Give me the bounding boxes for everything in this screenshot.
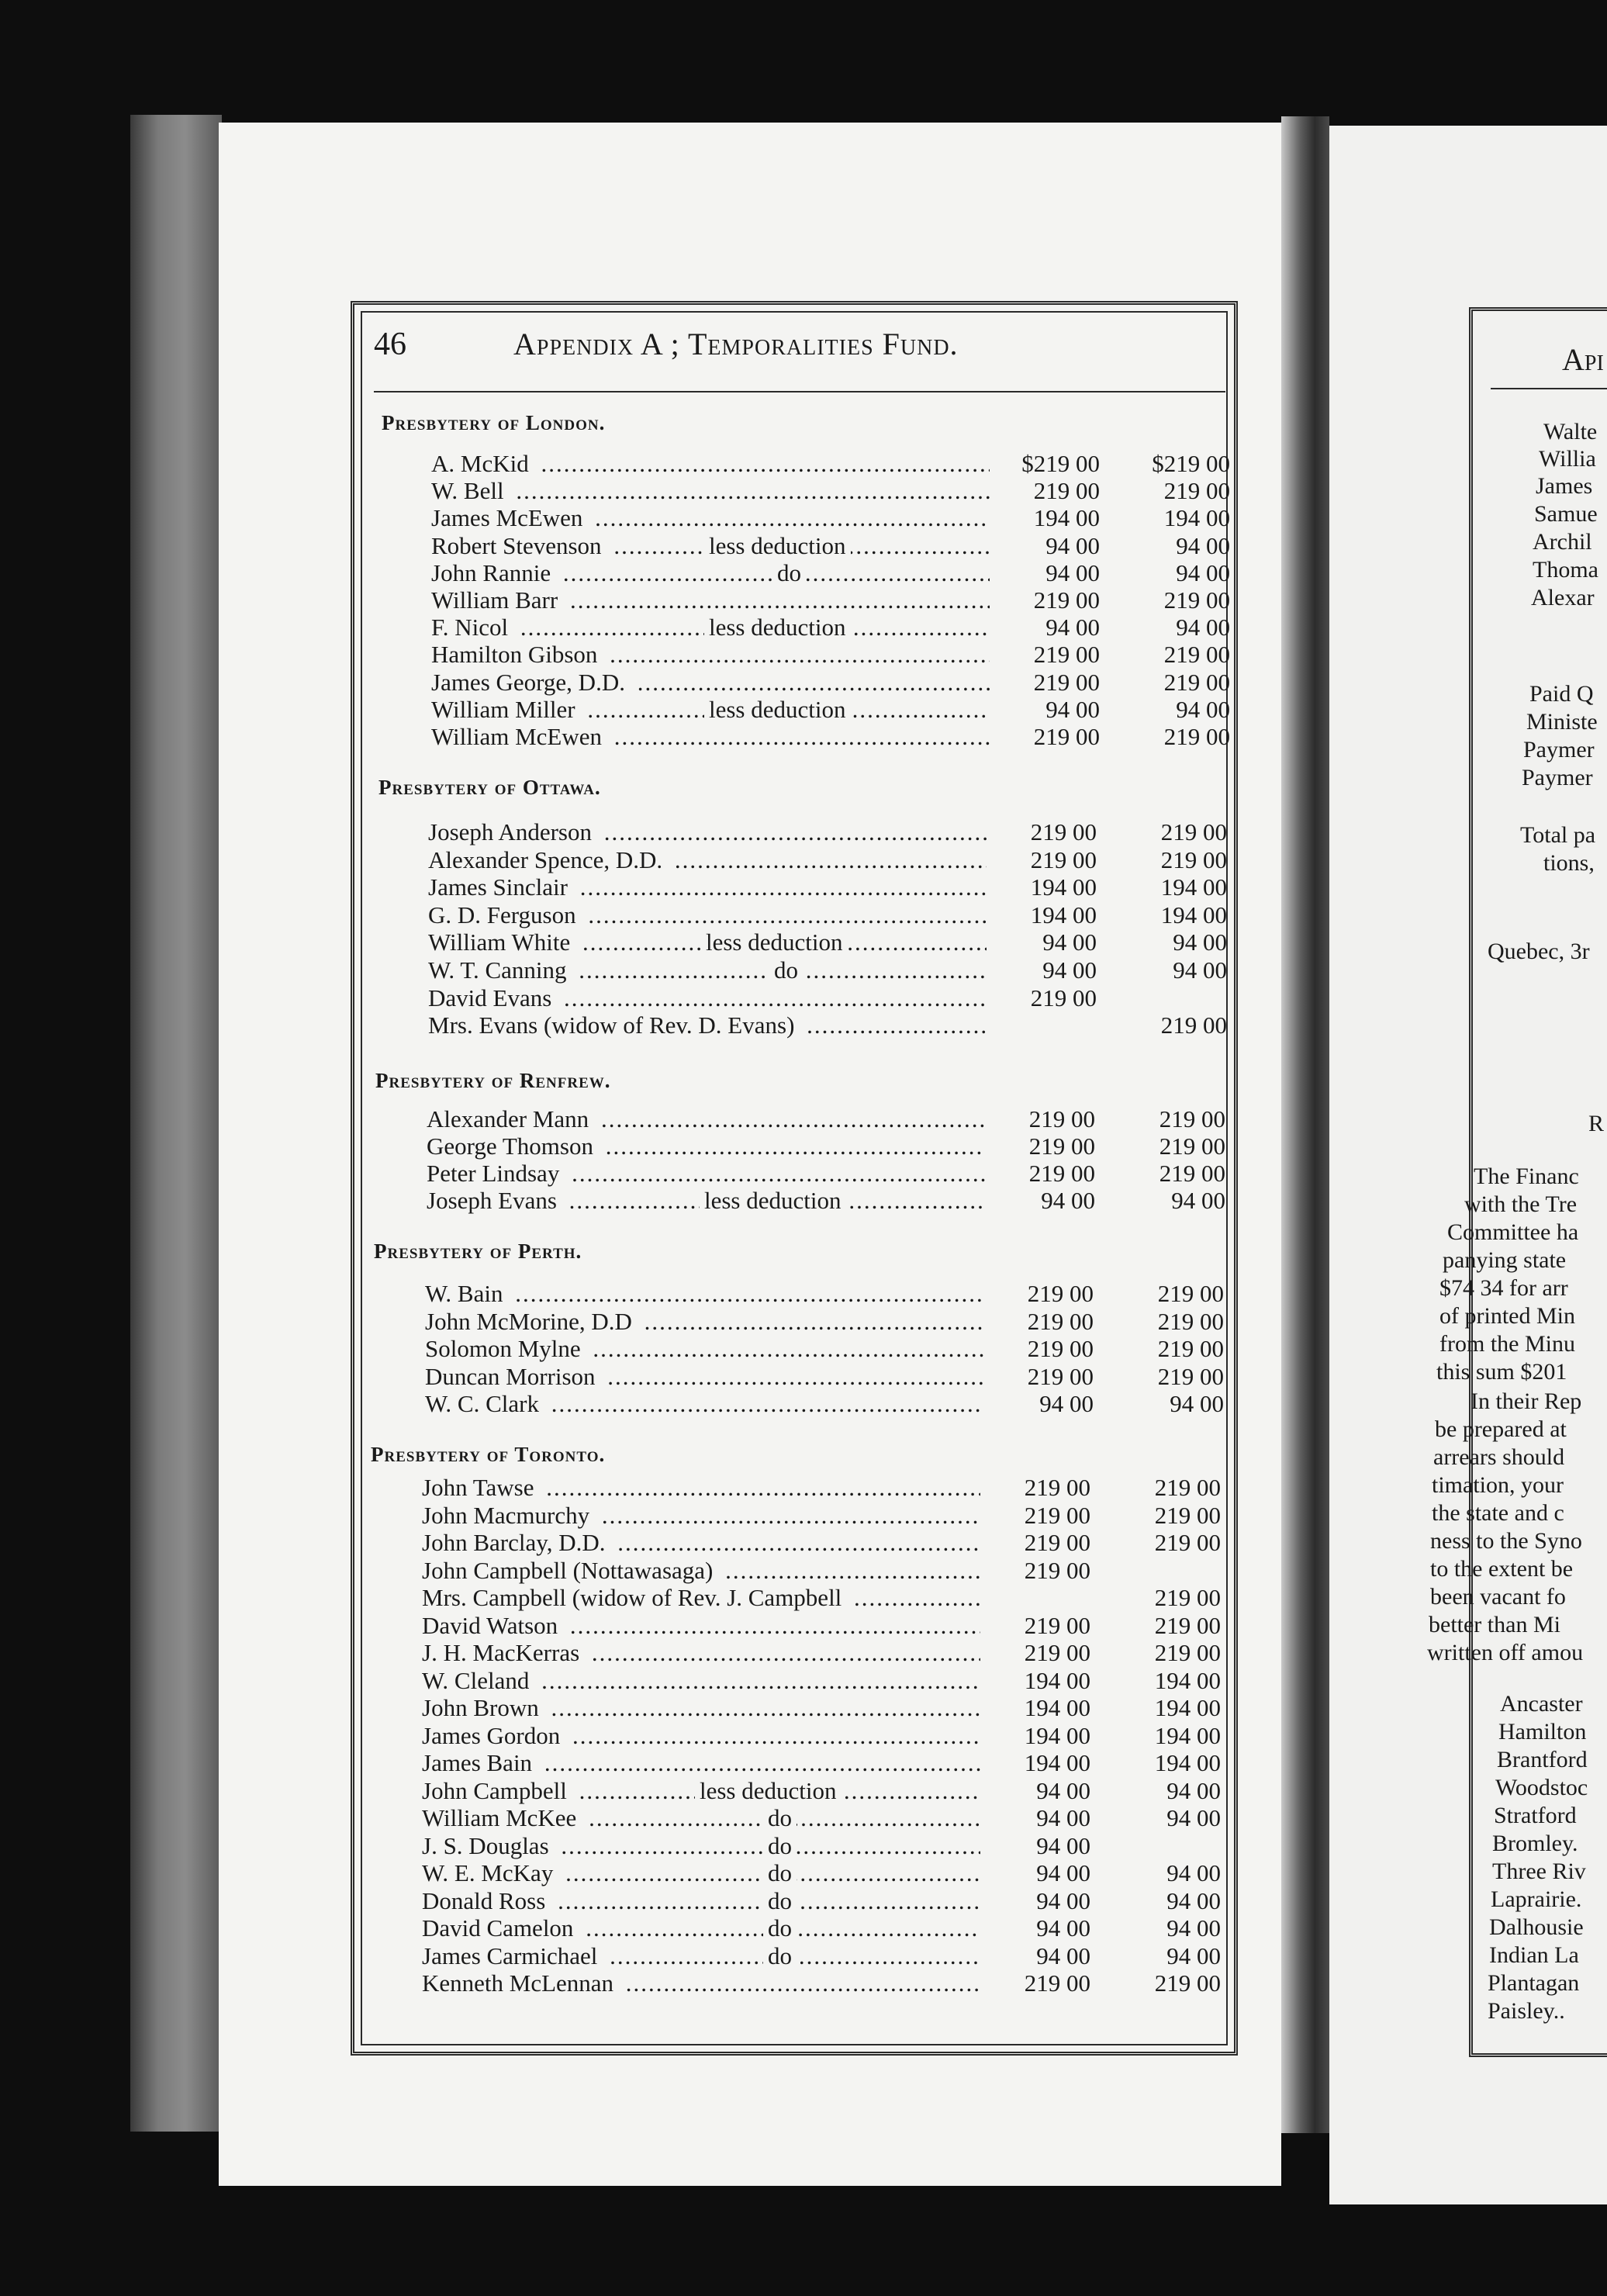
ledger-row [422, 1612, 1229, 1638]
amount-column-2: 219 00 [1160, 818, 1227, 845]
amount-column-2: 219 00 [1163, 723, 1230, 750]
amount-column-1: 94 00 [994, 696, 1100, 724]
minister-name: Peter Lindsay ..... [427, 1160, 985, 1188]
amount-column-2: 219 00 [1157, 1362, 1224, 1390]
ledger-row [422, 1474, 1229, 1500]
minister-name: John Rannie ..... [431, 559, 990, 587]
ledger-row [428, 956, 1235, 983]
amount-column-2: 94 00 [1166, 1914, 1221, 1942]
amount-column-1: 94 00 [991, 928, 1097, 956]
right-page-line: Walte [1543, 419, 1598, 444]
ledger-row [427, 1105, 1233, 1132]
ledger-row [422, 1969, 1229, 1996]
minister-name: G. D. Ferguson ..... [428, 901, 987, 929]
deduction-note: do [763, 1859, 797, 1887]
minister-name: A. McKid ..... [431, 450, 990, 478]
amount-column-1: 194 00 [985, 1722, 1090, 1750]
ledger-row [427, 1132, 1233, 1159]
minister-name: F. Nicol ..... [431, 614, 990, 641]
amount-column-2: 219 00 [1154, 1529, 1221, 1556]
amount-column-1: 94 00 [985, 1859, 1090, 1887]
right-page-line: to the extent be [1430, 1556, 1574, 1582]
minister-name: Mrs. Evans (widow of Rev. D. Evans) ..... [428, 1011, 987, 1039]
amount-column-2: 194 00 [1160, 873, 1227, 901]
right-page-line: Archil [1533, 529, 1592, 555]
minister-name: William Miller ..... [431, 696, 990, 724]
right-page-running-head: Apı [1562, 342, 1604, 377]
ledger-row [427, 1160, 1233, 1186]
right-page-line: Paymer [1523, 737, 1595, 762]
right-page-line: Quebec, 3r [1488, 939, 1590, 964]
right-page-line: James [1536, 473, 1593, 499]
right-page-line: panying state [1443, 1247, 1567, 1273]
amount-column-1: 94 00 [994, 614, 1100, 641]
ledger-row [428, 873, 1235, 900]
deduction-note: do [763, 1832, 797, 1860]
ledger-row [422, 1584, 1229, 1610]
amount-column-2: 194 00 [1154, 1749, 1221, 1776]
amount-column-2: 219 00 [1154, 1584, 1221, 1611]
section-title: Presbytery of Toronto. [371, 1443, 606, 1466]
minister-name: W. C. Clark ..... [425, 1390, 983, 1418]
amount-column-1: 194 00 [985, 1694, 1090, 1722]
minister-name: John McMorine, D.D ..... [425, 1308, 983, 1336]
running-head-title: Appendix A ; Temporalities Fund. [513, 327, 959, 361]
minister-name: William McKee ..... [422, 1804, 980, 1832]
section-title: Presbytery of Perth. [374, 1240, 582, 1263]
amount-column-2: 94 00 [1176, 695, 1230, 723]
minister-name: George Thomson ..... [427, 1132, 985, 1160]
right-page-line: from the Minu [1439, 1331, 1575, 1357]
minister-name: David Evans ..... [428, 984, 987, 1012]
ledger-row [425, 1390, 1232, 1416]
minister-name: W. E. McKay ..... [422, 1859, 980, 1887]
amount-column-1: 219 00 [991, 984, 1097, 1012]
minister-name: W. Cleland ..... [422, 1667, 980, 1695]
ledger-row [428, 928, 1235, 955]
deduction-note: do [763, 1942, 797, 1970]
amount-column-1: 194 00 [991, 901, 1097, 929]
ledger-row [422, 1777, 1229, 1803]
amount-column-2: 219 00 [1154, 1639, 1221, 1666]
ledger-row [422, 1694, 1229, 1720]
deduction-note: do [772, 559, 806, 587]
amount-column-2: 194 00 [1160, 901, 1227, 928]
amount-column-1: 194 00 [985, 1667, 1090, 1695]
minister-name: William McEwen ..... [431, 723, 990, 751]
right-page-line: Committee ha [1447, 1219, 1579, 1245]
ledger-row [428, 1011, 1235, 1038]
amount-column-2: 219 00 [1163, 586, 1230, 614]
ledger-row [431, 723, 1238, 749]
right-page-line: Paisley.. [1488, 1998, 1565, 2024]
amount-column-1: $219 00 [994, 450, 1100, 478]
minister-name: Hamilton Gibson ..... [431, 641, 990, 669]
amount-column-1: 219 00 [985, 1502, 1090, 1530]
minister-name: Joseph Anderson ..... [428, 818, 987, 846]
ledger-row [425, 1335, 1232, 1361]
right-page-line: $74 34 for arr [1439, 1275, 1568, 1301]
ledger-row [431, 669, 1238, 695]
amount-column-2: 219 00 [1157, 1280, 1224, 1307]
right-page-line: written off amou [1427, 1640, 1584, 1665]
right-page-line: Plantagan [1488, 1970, 1580, 1996]
deduction-note: less deduction [700, 1187, 846, 1215]
minister-name: W. T. Canning ..... [428, 956, 987, 984]
amount-column-2: 219 00 [1160, 1011, 1227, 1039]
right-page-line: this sum $201 [1436, 1359, 1567, 1385]
ledger-row [422, 1914, 1229, 1941]
minister-name: William White ..... [428, 928, 987, 956]
minister-name: James George, D.D. ..... [431, 669, 990, 697]
amount-column-1: 219 00 [994, 586, 1100, 614]
ledger-row [422, 1859, 1229, 1886]
minister-name: Joseph Evans ..... [427, 1187, 985, 1215]
amount-column-2: 194 00 [1163, 504, 1230, 532]
deduction-note: do [763, 1804, 797, 1832]
right-page-line: of printed Min [1439, 1303, 1575, 1329]
ledger-row [422, 1722, 1229, 1748]
minister-name: John Campbell ..... [422, 1777, 980, 1805]
amount-column-1: 219 00 [988, 1280, 1094, 1308]
amount-column-1: 219 00 [994, 669, 1100, 697]
right-page-line: Bromley. [1492, 1831, 1578, 1856]
minister-name: John Macmurchy ..... [422, 1502, 980, 1530]
amount-column-1: 219 00 [994, 641, 1100, 669]
amount-column-1: 219 00 [988, 1335, 1094, 1363]
amount-column-2: 94 00 [1173, 956, 1227, 984]
ledger-row [425, 1363, 1232, 1389]
ledger-row [431, 559, 1238, 586]
amount-column-1: 219 00 [994, 723, 1100, 751]
amount-column-1: 94 00 [985, 1942, 1090, 1970]
amount-column-2: 219 00 [1160, 845, 1227, 873]
amount-column-1: 219 00 [990, 1132, 1095, 1160]
amount-column-1: 94 00 [985, 1887, 1090, 1915]
minister-name: James McEwen ..... [431, 504, 990, 532]
minister-name: William Barr ..... [431, 586, 990, 614]
minister-name: John Barclay, D.D. ..... [422, 1529, 980, 1557]
amount-column-2: 194 00 [1154, 1694, 1221, 1721]
amount-column-1: 94 00 [991, 956, 1097, 984]
amount-column-1: 94 00 [985, 1914, 1090, 1942]
amount-column-2: 94 00 [1176, 531, 1230, 559]
minister-name: Duncan Morrison ..... [425, 1363, 983, 1391]
amount-column-1: 194 00 [994, 504, 1100, 532]
amount-column-1: 194 00 [991, 873, 1097, 901]
amount-column-1: 94 00 [985, 1777, 1090, 1805]
ledger-row [422, 1502, 1229, 1528]
amount-column-1: 219 00 [985, 1474, 1090, 1502]
amount-column-2: 94 00 [1166, 1804, 1221, 1831]
amount-column-1: 94 00 [985, 1804, 1090, 1832]
minister-name: Mrs. Campbell (widow of Rev. J. Campbell ..... [422, 1584, 980, 1612]
right-page-line: tions, [1543, 850, 1595, 876]
ledger-row [428, 984, 1235, 1011]
amount-column-1: 219 00 [985, 1639, 1090, 1667]
ledger-row [422, 1529, 1229, 1555]
amount-column-2: 219 00 [1154, 1969, 1221, 1997]
right-page-line: better than Mi [1429, 1612, 1560, 1637]
amount-column-1: 219 00 [985, 1969, 1090, 1997]
minister-name: John Campbell (Nottawasaga) ..... [422, 1557, 980, 1585]
ledger-row [431, 586, 1238, 613]
amount-column-1: 94 00 [985, 1832, 1090, 1860]
right-page-line: Total pa [1520, 822, 1596, 848]
deduction-note: less deduction [701, 928, 848, 956]
right-page-line: Stratford [1494, 1803, 1577, 1828]
minister-name: Alexander Spence, D.D. ..... [428, 846, 987, 874]
amount-column-2: 94 00 [1170, 1390, 1224, 1418]
right-page-line: ness to the Syno [1430, 1528, 1582, 1554]
amount-column-2: 219 00 [1163, 668, 1230, 696]
amount-column-2: 219 00 [1157, 1307, 1224, 1335]
right-page-line: be prepared at [1435, 1416, 1567, 1442]
ledger-row [431, 614, 1238, 640]
right-page-line: Three Riv [1492, 1859, 1586, 1884]
minister-name: J. S. Douglas ..... [422, 1832, 980, 1860]
ledger-row [431, 504, 1238, 531]
right-page-line: Willia [1539, 446, 1596, 472]
ledger-row [428, 846, 1235, 873]
deduction-note: less deduction [704, 532, 851, 560]
right-page-line: Ministe [1526, 709, 1598, 735]
amount-column-1: 219 00 [985, 1529, 1090, 1557]
amount-column-1: 94 00 [988, 1390, 1094, 1418]
right-page-line: In their Rep [1470, 1388, 1582, 1414]
ledger-row [422, 1557, 1229, 1583]
deduction-note: do [769, 956, 803, 984]
right-page-line: been vacant fo [1430, 1584, 1566, 1610]
amount-column-1: 219 00 [985, 1612, 1090, 1640]
amount-column-2: 219 00 [1154, 1501, 1221, 1529]
amount-column-1: 219 00 [994, 477, 1100, 505]
amount-column-1: 219 00 [990, 1105, 1095, 1133]
amount-column-1: 94 00 [994, 532, 1100, 560]
amount-column-2: 94 00 [1173, 928, 1227, 956]
minister-name: Robert Stevenson ..... [431, 532, 990, 560]
minister-name: James Carmichael ..... [422, 1942, 980, 1970]
minister-name: Alexander Mann ..... [427, 1105, 985, 1133]
amount-column-2: 219 00 [1159, 1160, 1225, 1187]
amount-column-2: 194 00 [1154, 1721, 1221, 1749]
deduction-note: less deduction [695, 1777, 842, 1805]
amount-column-1: 194 00 [985, 1749, 1090, 1777]
amount-column-2: 219 00 [1154, 1611, 1221, 1639]
ledger-row [425, 1308, 1232, 1334]
minister-name: James Bain ..... [422, 1749, 980, 1777]
right-page-line: Woodstoc [1495, 1775, 1588, 1800]
right-page-line: with the Tre [1464, 1191, 1578, 1217]
ledger-row [422, 1804, 1229, 1831]
amount-column-1: 94 00 [994, 559, 1100, 587]
amount-column-2: 219 00 [1159, 1105, 1225, 1132]
right-page-line: timation, your [1432, 1472, 1564, 1498]
right-page-line: Brantford [1497, 1747, 1588, 1772]
amount-column-1: 219 00 [991, 846, 1097, 874]
ledger-row [428, 818, 1235, 845]
right-page-line: Laprairie. [1491, 1886, 1582, 1912]
right-page-line: Samue [1534, 501, 1598, 527]
amount-column-2: 219 00 [1163, 641, 1230, 669]
minister-name: James Gordon ..... [422, 1722, 980, 1750]
minister-name: Kenneth McLennan ..... [422, 1969, 980, 1997]
amount-column-1: 219 00 [988, 1308, 1094, 1336]
right-page-line: Thoma [1533, 557, 1598, 583]
right-page-header-rule [1491, 388, 1607, 389]
amount-column-2: 94 00 [1166, 1859, 1221, 1886]
ledger-row [425, 1280, 1232, 1306]
minister-name: Solomon Mylne ..... [425, 1335, 983, 1363]
amount-column-2: 219 00 [1163, 477, 1230, 505]
deduction-note: less deduction [704, 696, 851, 724]
amount-column-2: 94 00 [1171, 1187, 1225, 1214]
amount-column-2: 94 00 [1176, 558, 1230, 586]
deduction-note: less deduction [704, 614, 851, 641]
minister-name: David Watson ..... [422, 1612, 980, 1640]
amount-column-2: 94 00 [1166, 1942, 1221, 1969]
right-page-line: R [1588, 1111, 1605, 1136]
minister-name: David Camelon ..... [422, 1914, 980, 1942]
ledger-row [422, 1832, 1229, 1859]
ledger-row [422, 1667, 1229, 1693]
ledger-row [431, 641, 1238, 667]
amount-column-2: 219 00 [1154, 1474, 1221, 1501]
section-title: Presbytery of Renfrew. [375, 1069, 611, 1092]
amount-column-2: 94 00 [1176, 614, 1230, 641]
page-number: 46 [374, 327, 406, 362]
amount-column-2: $219 00 [1152, 450, 1230, 477]
right-page-line: Ancaster [1500, 1691, 1583, 1717]
ledger-row [422, 1887, 1229, 1914]
right-page-line: Indian La [1489, 1942, 1579, 1968]
ledger-row [431, 477, 1238, 503]
ledger-row [428, 901, 1235, 928]
minister-name: W. Bell ..... [431, 477, 990, 505]
section-title: Presbytery of Ottawa. [378, 776, 601, 799]
amount-column-1: 94 00 [990, 1187, 1095, 1215]
ledger-row [431, 532, 1238, 558]
right-page-line: arrears should [1433, 1444, 1565, 1470]
section-title: Presbytery of London. [382, 411, 606, 434]
amount-column-2: 94 00 [1166, 1886, 1221, 1914]
ledger-row [427, 1187, 1233, 1213]
right-page-line: Dalhousie [1489, 1914, 1584, 1940]
right-page-line: the state and c [1432, 1500, 1564, 1526]
ledger-row [431, 450, 1238, 476]
minister-name: J. H. MacKerras ..... [422, 1639, 980, 1667]
amount-column-2: 194 00 [1154, 1666, 1221, 1694]
amount-column-1: 219 00 [990, 1160, 1095, 1188]
ledger-row [422, 1639, 1229, 1665]
minister-name: James Sinclair ..... [428, 873, 987, 901]
right-page-line: Paid Q [1529, 681, 1594, 707]
minister-name: John Tawse ..... [422, 1474, 980, 1502]
amount-column-1: 219 00 [991, 818, 1097, 846]
right-page-line: Paymer [1522, 765, 1593, 790]
right-page-line: Alexar [1531, 585, 1595, 610]
amount-column-2: 219 00 [1159, 1132, 1225, 1160]
amount-column-1: 219 00 [985, 1557, 1090, 1585]
ledger-row [431, 696, 1238, 722]
amount-column-2: 219 00 [1157, 1335, 1224, 1363]
ledger-row [422, 1942, 1229, 1969]
amount-column-2: 94 00 [1166, 1776, 1221, 1804]
deduction-note: do [763, 1887, 797, 1915]
ledger-row [422, 1749, 1229, 1776]
minister-name: Donald Ross ..... [422, 1887, 980, 1915]
right-page-line: Hamilton [1498, 1719, 1587, 1744]
minister-name: W. Bain ..... [425, 1280, 983, 1308]
deduction-note: do [763, 1914, 797, 1942]
amount-column-1: 219 00 [988, 1363, 1094, 1391]
minister-name: John Brown ..... [422, 1694, 980, 1722]
right-page-line: The Financ [1474, 1164, 1579, 1189]
